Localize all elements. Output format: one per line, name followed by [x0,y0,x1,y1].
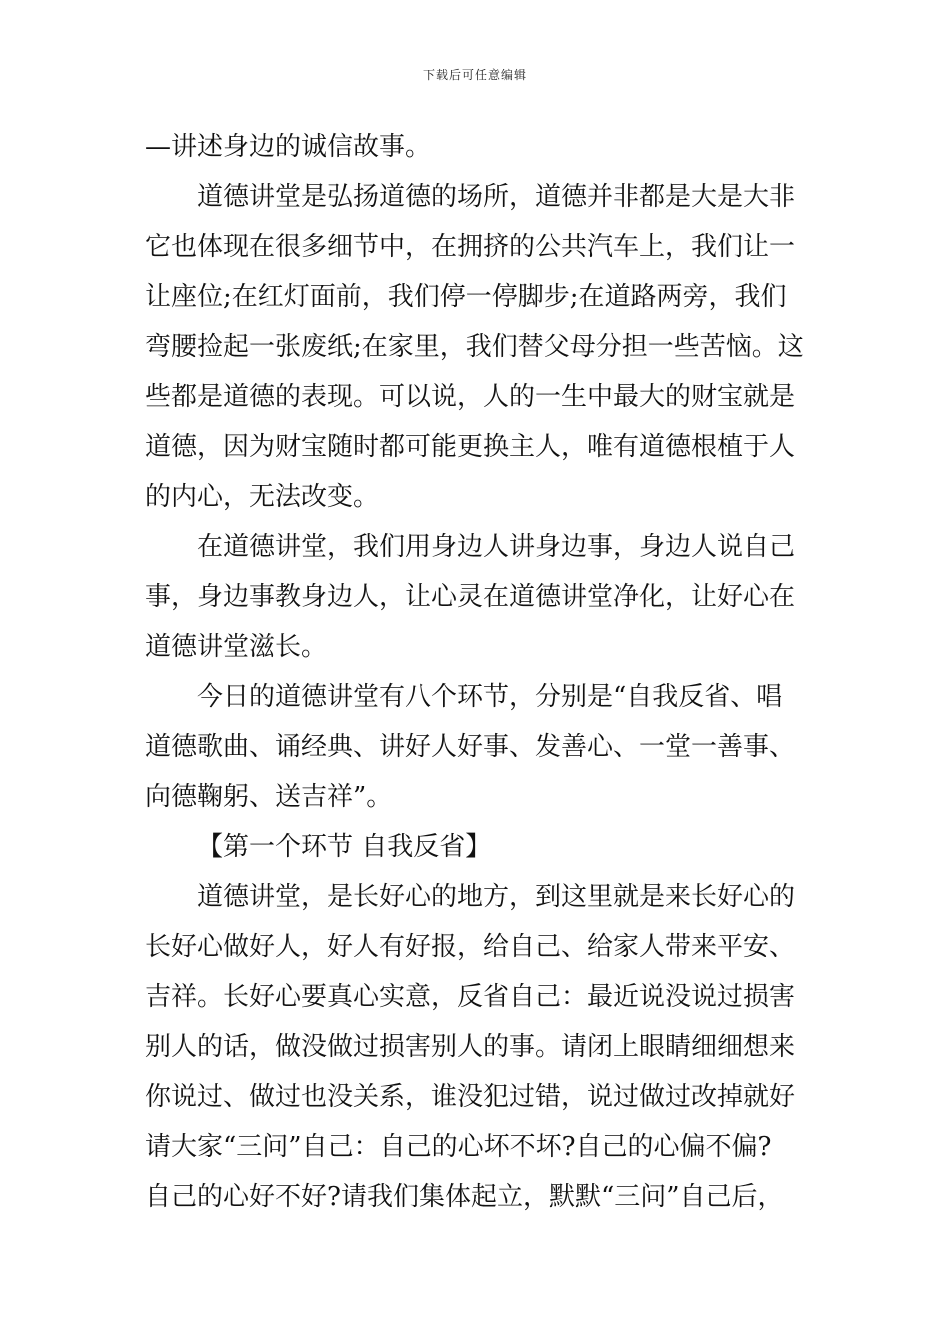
text-line-7: 道德，因为财宝随时都可能更换主人，唯有道德根植于人 [145,432,796,462]
text-line-9: 在道德讲堂，我们用身边人讲身边事，身边人说自己 [197,532,796,562]
text-line-19: 别人的话，做没做过损害别人的事。请闭上眼睛细细想来 [145,1032,796,1062]
text-line-3: 它也体现在很多细节中，在拥挤的公共汽车上，我们让一 [145,232,796,262]
section-heading: 【第一个环节 自我反省】 [197,832,492,862]
text-line-20: 你说过、做过也没关系，谁没犯过错，说过做过改掉就好 [145,1082,796,1112]
page-header: 下载后可任意编辑 [422,68,527,82]
text-line-17: 长好心做好人，好人有好报，给自己、给家人带来平安、 [145,932,796,962]
text-line-4: 让座位;在红灯面前，我们停一停脚步;在道路两旁，我们 [145,282,787,312]
text-line-12: 今日的道德讲堂有八个环节，分别是“自我反省、唱 [197,682,783,712]
text-line-2: 道德讲堂是弘扬道德的场所，道德并非都是大是大非 [197,182,796,212]
text-line-10: 事，身边事教身边人，让心灵在道德讲堂净化，让好心在 [145,582,796,612]
text-line-5: 弯腰捡起一张废纸;在家里，我们替父母分担一些苦恼。这 [145,332,804,362]
text-line-22: 自己的心好不好?请我们集体起立，默默“三问”自己后， [145,1182,784,1212]
text-line-8: 的内心，无法改变。 [145,482,380,512]
text-line-21: 请大家“三问”自己：自己的心坏不坏?自己的心偏不偏? [145,1132,772,1162]
text-line-13: 道德歌曲、诵经典、讲好人好事、发善心、一堂一善事、 [145,732,796,762]
text-line-16: 道德讲堂，是长好心的地方，到这里就是来长好心的 [197,882,796,912]
text-line-1: —讲述身边的诚信故事。 [145,132,432,162]
text-line-14: 向德鞠躬、送吉祥”。 [145,782,393,812]
document-body [145,122,810,1222]
text-line-18: 吉祥。长好心要真心实意，反省自己：最近说没说过损害 [145,982,796,1012]
text-line-11: 道德讲堂滋长。 [145,632,328,662]
text-line-6: 些都是道德的表现。可以说，人的一生中最大的财宝就是 [145,382,796,412]
